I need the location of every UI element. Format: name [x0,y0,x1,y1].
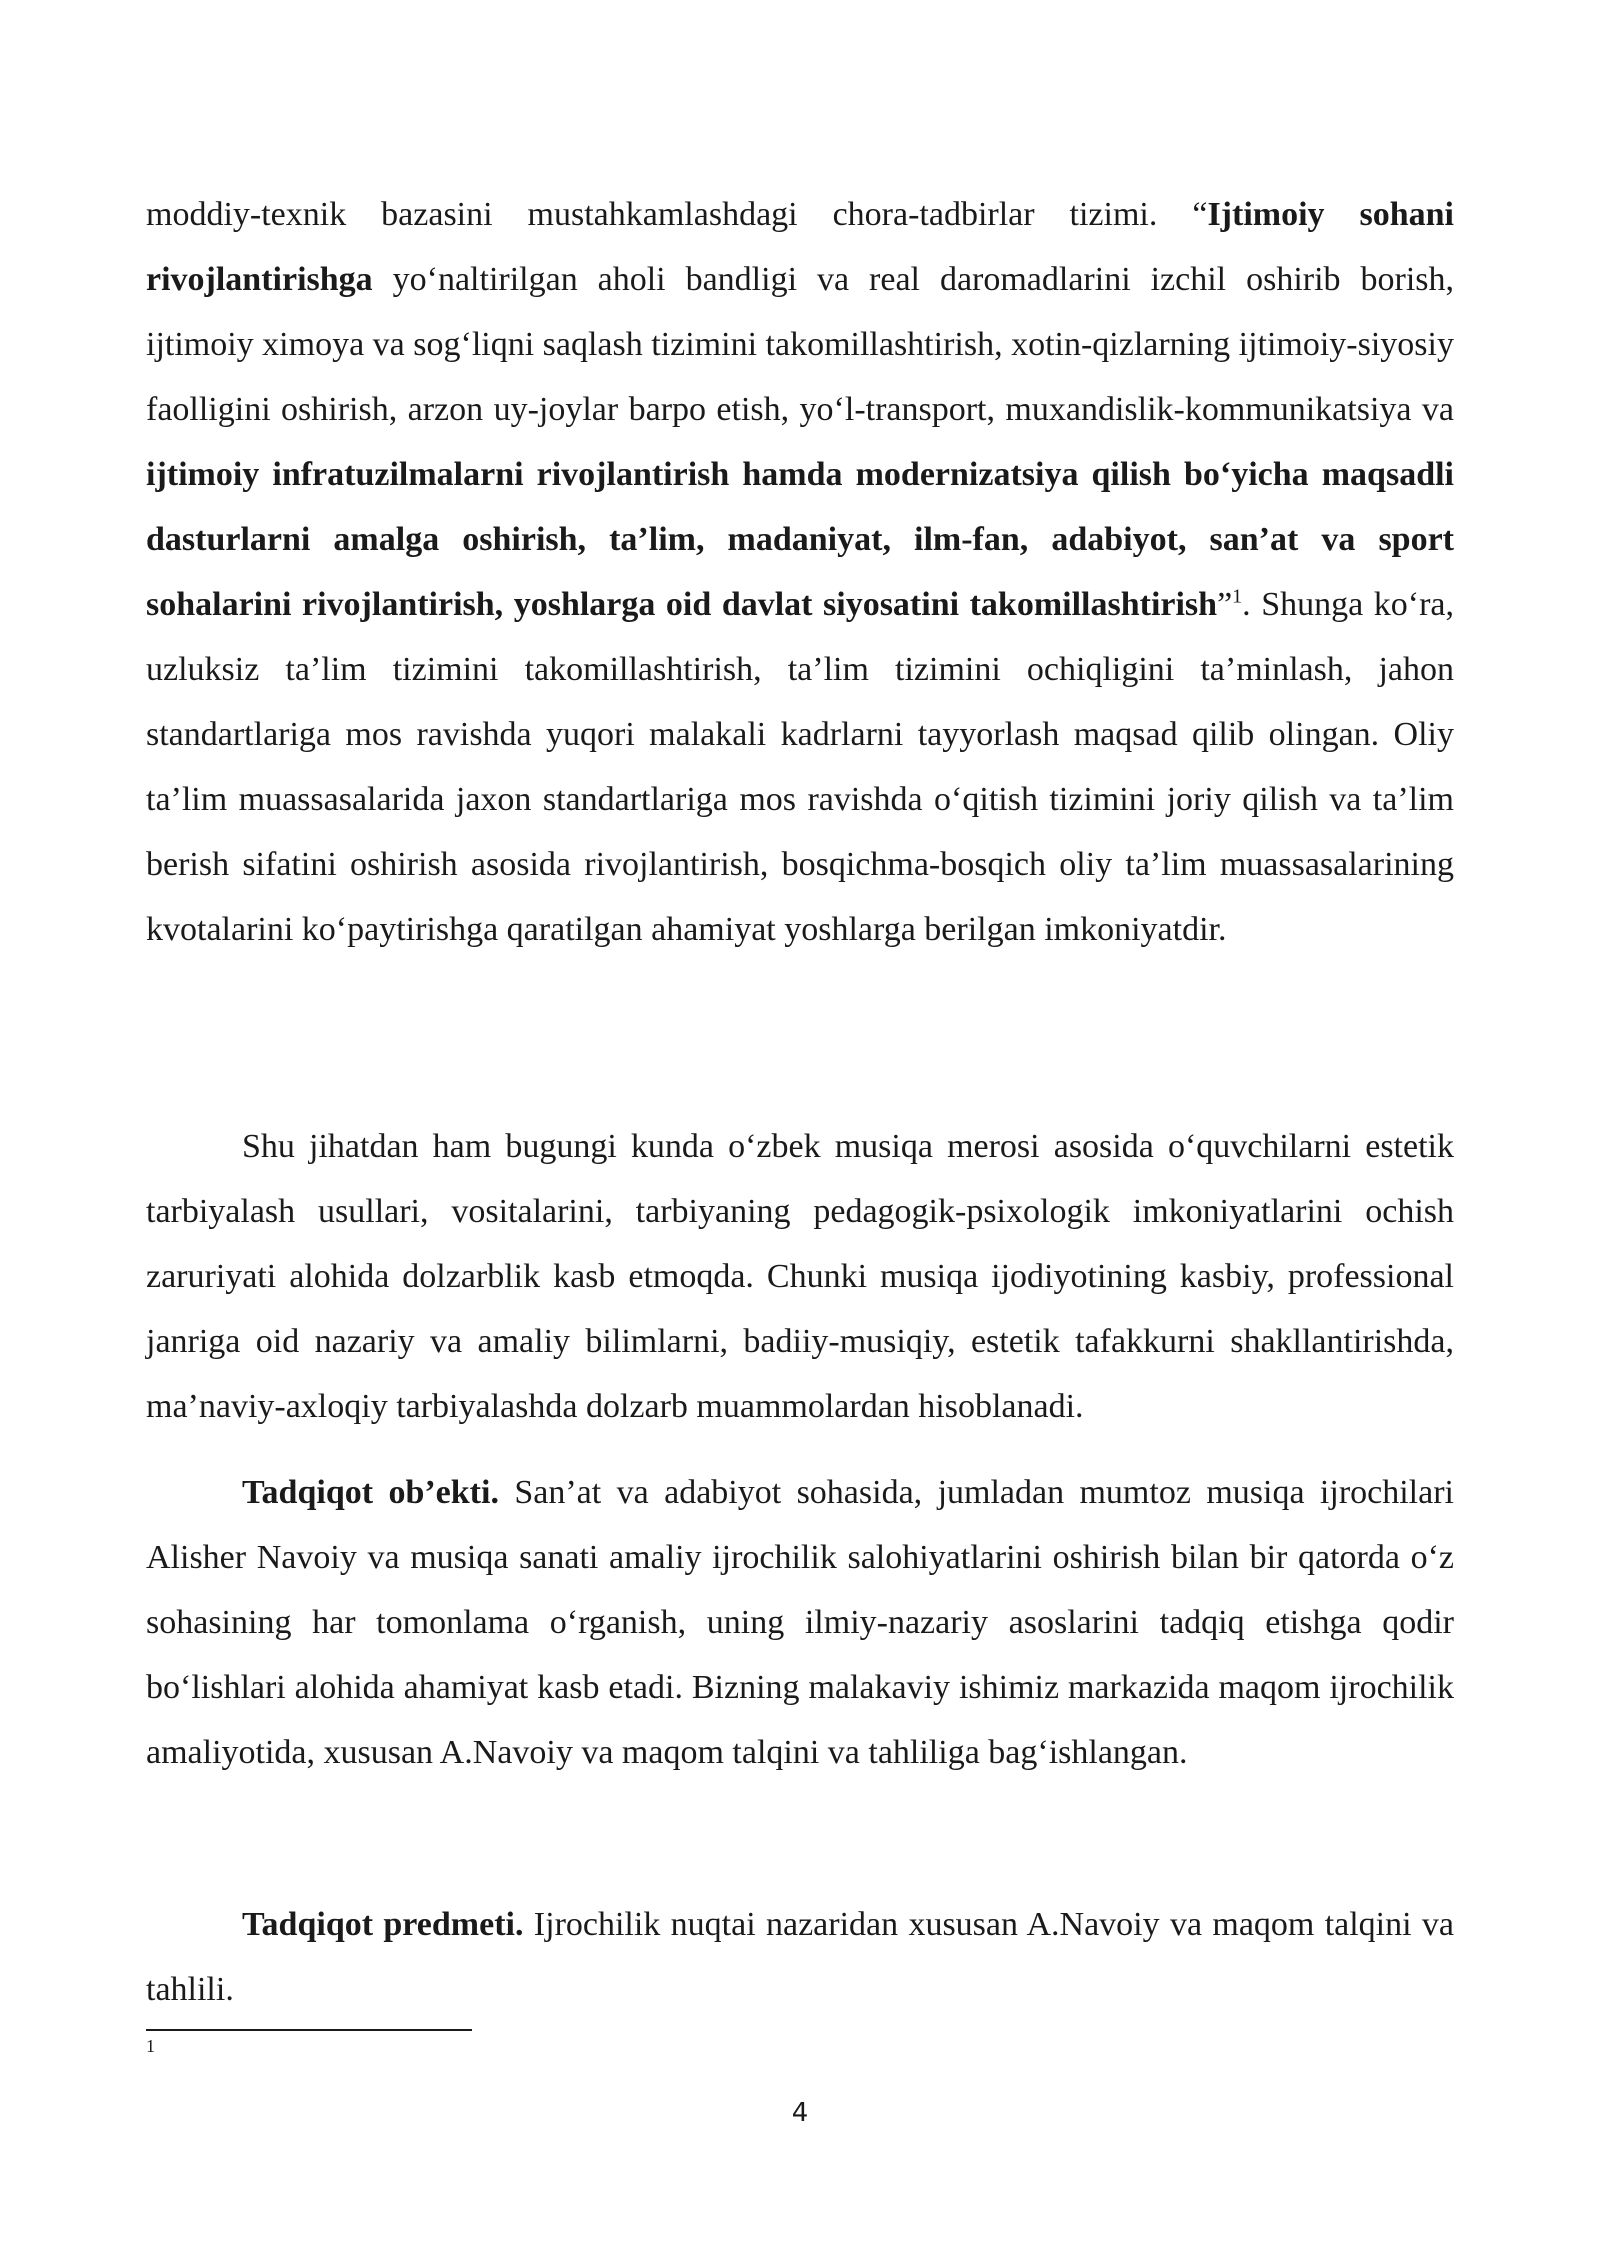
research-object-heading: Tadqiqot ob’ekti. [242,1474,499,1511]
bold-phrase-infrastructure: ijtimoiy infratuzilmalarni rivojlantirish hamda modernizatsiya qilish bo‘yicha maqsadli dasturlarni amalga oshirish, ta’lim, madaniyat, ilm-fan, adabiyot, san’at va sport sohalarini rivojlantirish, yoshlarga oid davlat siyosatini takomillashtirish [146,456,1454,623]
footnote-separator [146,2029,472,2031]
closing-quote: ” [1217,586,1233,623]
paragraph-intro-text-2: yo‘naltirilgan aholi bandligi va real daromadlarini izchil oshirib borish, ijtimoiy ximoya va sog‘liqni saqlash tizimini takomillashtirish, xotin-qizlarning ijtimoiy-siyosiy faolligini oshirish, arzon uy-joylar barpo etish, yo‘l-transport, muxandislik-kommunikatsiya va [146,261,1454,428]
page-number: 4 [791,2098,809,2128]
research-object-text: San’at va adabiyot sohasida, jumladan mumtoz musiqa ijrochilari Alisher Navoiy va musiqa sanati amaliy ijrochilik salohiyatlarini oshirish bilan bir qatorda o‘z sohasining har tomonlama o‘rganish, uning ilmiy-nazariy asoslarini tadqiq etishga qodir bo‘lishlari alohida ahamiyat kasb etadi. Bizning malakaviy ishimiz markazida maqom ijrochilik amaliyotida, xususan A.Navoiy va maqom talqini va tahliliga bag‘ishlangan. [146,1474,1454,1771]
bold-phrase-social-sphere: Ijtimoiy sohani rivojlantirishga [146,196,1454,298]
paragraph-research-object [146,1460,1454,1785]
research-subject-heading: Tadqiqot predmeti. [242,1906,524,1943]
paragraph-intro [146,182,1454,962]
paragraph-music-heritage [146,1114,1454,1439]
research-subject-text: Ijrochilik nuqtai nazaridan xususan A.Navoiy va maqom talqini va tahlili. [146,1906,1455,2008]
footnote-reference[interactable]: 1 [1232,585,1243,608]
paragraph-intro-text-3: . Shunga ko‘ra, uzluksiz ta’lim tizimini takomillashtirish, ta’lim tizimini ochiqligini ta’minlash, jahon standartlariga mos ravishda yuqori malakali kadrlarni tayyorlash maqsad qilib olingan. Oliy ta’lim muassasalarida jaxon standartlariga mos ravishda o‘qitish tizimini joriy qilish va ta’lim berish sifatini oshirish asosida rivojlantirish, bosqichma-bosqich oliy ta’lim muassasalarining kvotalarini ko‘paytirishga qaratilgan ahamiyat yoshlarga berilgan imkoniyatdir. [146,586,1454,948]
paragraph-music-heritage-text: Shu jihatdan ham bugungi kunda o‘zbek musiqa merosi asosida o‘quvchilarni estetik tarbiyalash usullari, vositalarini, tarbiyaning pedagogik-psixologik imkoniyatlarini ochish zaruriyati alohida dolzarblik kasb etmoqda. Chunki musiqa ijodiyotining kasbiy, professional janriga oid nazariy va amaliy bilimlarni, badiiy-musiqiy, estetik tafakkurni shakllantirishda, ma’naviy-axloqiy tarbiyalashda dolzarb muammolardan hisoblanadi. [146,1128,1454,1425]
paragraph-intro-text-1: moddiy-texnik bazasini mustahkamlashdagi chora-tadbirlar tizimi. “ [146,196,1208,233]
paragraph-research-subject [146,1892,1454,2022]
footnote-mark: 1 [146,2036,155,2056]
